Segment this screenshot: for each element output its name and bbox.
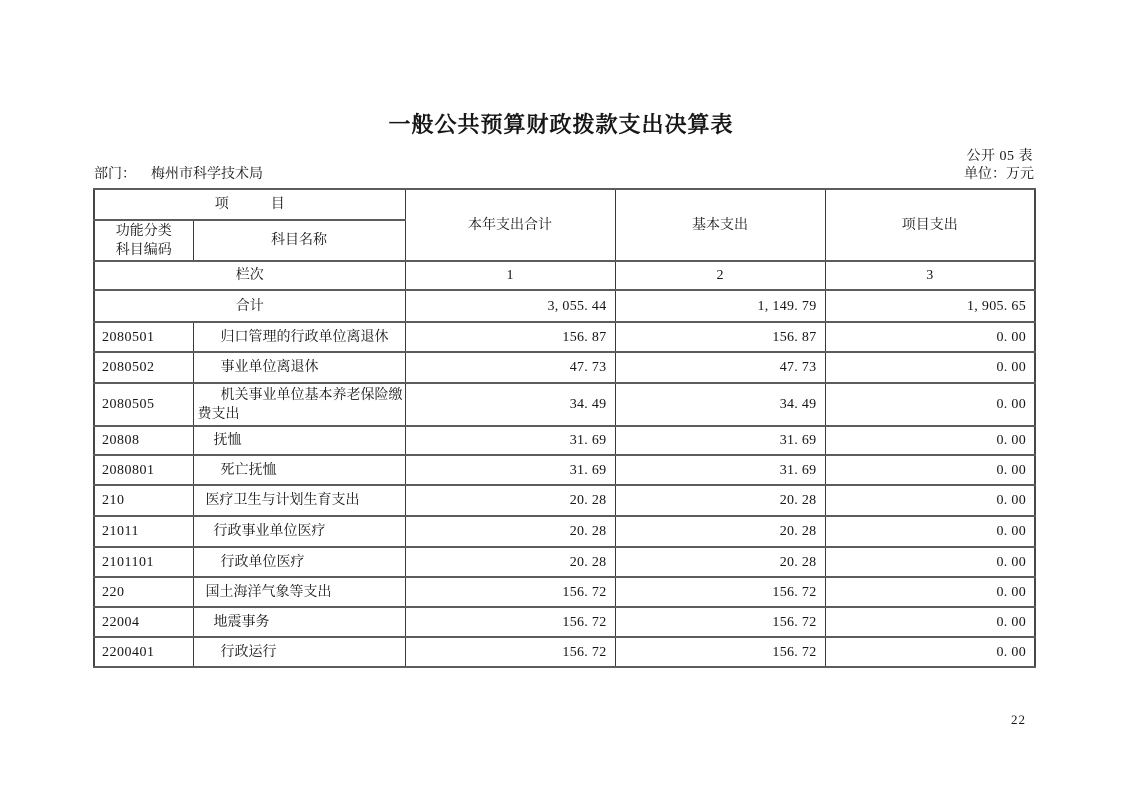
total-expenditure: 34. 49 [405, 383, 615, 426]
unit-label: 单位：万元 [964, 167, 1034, 182]
total-row [94, 290, 1035, 322]
subject-code: 2080501 [94, 322, 193, 352]
subject-name: 国土海洋气象等支出 [193, 577, 405, 607]
basic-expenditure: 156. 72 [615, 607, 825, 637]
total-expenditure: 156. 72 [405, 637, 615, 667]
department-label: 部门： [94, 167, 136, 182]
basic-expenditure: 156. 72 [615, 637, 825, 667]
subject-name: 死亡抚恤 [193, 455, 405, 485]
table-row [94, 516, 1035, 547]
header-item-group: 项 目 [94, 189, 405, 220]
total-expenditure: 31. 69 [405, 426, 615, 455]
total-expenditure: 156. 87 [405, 322, 615, 352]
total-expenditure: 47. 73 [405, 352, 615, 383]
meta-row [94, 163, 1034, 183]
subject-code: 20808 [94, 426, 193, 455]
table-row [94, 637, 1035, 667]
project-expenditure: 0. 00 [825, 352, 1035, 383]
header-col-total: 本年支出合计 [405, 189, 615, 261]
project-expenditure: 0. 00 [825, 607, 1035, 637]
project-expenditure: 0. 00 [825, 322, 1035, 352]
basic-expenditure: 20. 28 [615, 516, 825, 547]
project-expenditure: 0. 00 [825, 577, 1035, 607]
subject-name: 抚恤 [193, 426, 405, 455]
total-expenditure: 20. 28 [405, 485, 615, 516]
header-name-label: 科目名称 [193, 220, 405, 261]
subject-code: 22004 [94, 607, 193, 637]
project-expenditure-sum: 1, 905. 65 [825, 290, 1035, 322]
subject-name: 行政运行 [193, 637, 405, 667]
project-expenditure: 0. 00 [825, 637, 1035, 667]
total-expenditure: 156. 72 [405, 607, 615, 637]
page-title: 一般公共预算财政拨款支出决算表 [388, 112, 734, 137]
total-expenditure: 20. 28 [405, 547, 615, 577]
budget-table [93, 188, 1036, 668]
total-expenditure-sum: 3, 055. 44 [405, 290, 615, 322]
total-expenditure: 156. 72 [405, 577, 615, 607]
subject-code: 210 [94, 485, 193, 516]
project-expenditure: 0. 00 [825, 516, 1035, 547]
table-row [94, 322, 1035, 352]
project-expenditure: 0. 00 [825, 426, 1035, 455]
basic-expenditure: 156. 72 [615, 577, 825, 607]
table-code-label: 公开 05 表 [966, 149, 1033, 164]
table-row [94, 383, 1035, 426]
basic-expenditure: 31. 69 [615, 426, 825, 455]
basic-expenditure: 156. 87 [615, 322, 825, 352]
subject-name: 医疗卫生与计划生育支出 [193, 485, 405, 516]
header-col-project: 项目支出 [825, 189, 1035, 261]
project-expenditure: 0. 00 [825, 485, 1035, 516]
project-expenditure: 0. 00 [825, 455, 1035, 485]
table-row [94, 455, 1035, 485]
table-row [94, 607, 1035, 637]
header-code-label-line1: 功能分类 [115, 223, 172, 239]
basic-expenditure: 47. 73 [615, 352, 825, 383]
index-label: 栏次 [94, 261, 405, 290]
basic-expenditure: 31. 69 [615, 455, 825, 485]
subject-code: 2080801 [94, 455, 193, 485]
basic-expenditure-sum: 1, 149. 79 [615, 290, 825, 322]
subject-code: 2200401 [94, 637, 193, 667]
subject-code: 2080505 [94, 383, 193, 426]
col-index-3: 3 [825, 261, 1035, 290]
header-code-label-line2: 科目编码 [115, 242, 172, 258]
page-number: 22 [1011, 712, 1026, 727]
total-expenditure: 31. 69 [405, 455, 615, 485]
department-value: 梅州市科学技术局 [151, 167, 263, 182]
total-expenditure: 20. 28 [405, 516, 615, 547]
col-index-1: 1 [405, 261, 615, 290]
table-row [94, 547, 1035, 577]
subject-name: 机关事业单位基本养老保险缴费支出 [193, 383, 405, 426]
header-row-item [94, 189, 1035, 220]
table-row [94, 577, 1035, 607]
basic-expenditure: 20. 28 [615, 485, 825, 516]
subject-name: 事业单位离退休 [193, 352, 405, 383]
basic-expenditure: 20. 28 [615, 547, 825, 577]
subject-name: 行政事业单位医疗 [193, 516, 405, 547]
table-row [94, 426, 1035, 455]
subject-name: 地震事务 [193, 607, 405, 637]
basic-expenditure: 34. 49 [615, 383, 825, 426]
header-row-index [94, 261, 1035, 290]
department [94, 163, 263, 183]
table-row [94, 352, 1035, 383]
project-expenditure: 0. 00 [825, 547, 1035, 577]
subject-name: 行政单位医疗 [193, 547, 405, 577]
header-col-basic: 基本支出 [615, 189, 825, 261]
total-label: 合计 [94, 290, 405, 322]
subject-name: 归口管理的行政单位离退休 [193, 322, 405, 352]
subject-code: 2080502 [94, 352, 193, 383]
table-row [94, 485, 1035, 516]
project-expenditure: 0. 00 [825, 383, 1035, 426]
subject-code: 21011 [94, 516, 193, 547]
subject-code: 2101101 [94, 547, 193, 577]
col-index-2: 2 [615, 261, 825, 290]
header-code-label [94, 220, 193, 261]
subject-code: 220 [94, 577, 193, 607]
